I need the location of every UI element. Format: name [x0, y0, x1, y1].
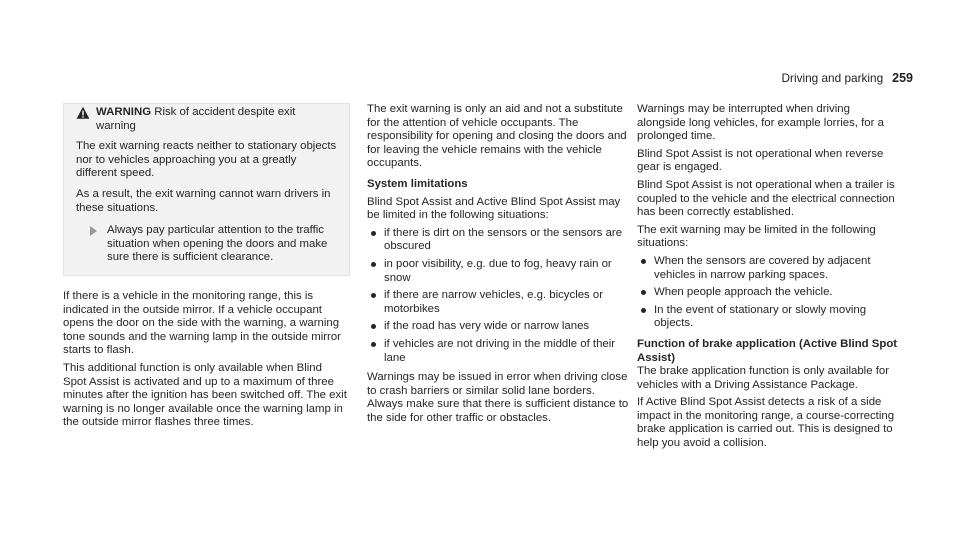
- column-right: [637, 103, 899, 451]
- warning-body-2: As a result, the exit warning cannot warn drivers in these situations.: [76, 187, 331, 214]
- column-left: [63, 103, 348, 430]
- bullet-icon: [371, 262, 376, 267]
- warning-triangle-icon: [76, 106, 90, 120]
- bullet-icon: [371, 324, 376, 329]
- paragraph: Blind Spot Assist is not operational when a trailer is coupled to the vehicle and the electrical connection has been correctly established.: [637, 178, 895, 219]
- running-header: [782, 72, 914, 86]
- list-item: When people approach the vehicle.: [637, 286, 899, 300]
- list-item: in poor visibility, e.g. due to fog, heavy rain or snow: [367, 258, 629, 285]
- paragraph: If there is a vehicle in the monitoring range, this is indicated in the outside mirror. If a vehicle occupant opens the door on the side with the warning, a warning tone sounds and the warning lamp in the outside mirror starts to flash.: [63, 289, 341, 357]
- warning-box: [63, 103, 350, 276]
- warning-title: Risk of accident despite exit warning: [96, 106, 296, 132]
- paragraph: The exit warning is only an aid and not a substitute for the attention of vehicle occupants. The responsibility for opening and closing the doors and for leaving the vehicle remains with the vehicle occupants.: [367, 103, 627, 170]
- list-item: In the event of stationary or slowly moving objects.: [637, 304, 899, 331]
- list-item: if there are narrow vehicles, e.g. bicycles or motorbikes: [367, 289, 629, 316]
- paragraph: This additional function is only available when Blind Spot Assist is activated and up to a maximum of three minutes after the ignition has been switched off. The exit warning is no longer available once the warning lamp in the outside mirror flashes three times.: [63, 361, 347, 429]
- section-heading: System limitations: [367, 177, 468, 190]
- bullet-icon: [641, 259, 646, 264]
- bullet-icon: [641, 308, 646, 313]
- bullet-icon: [371, 342, 376, 347]
- list-item: if vehicles are not driving in the middle of their lane: [367, 338, 629, 365]
- bullet-icon: [371, 231, 376, 236]
- warning-heading: [76, 106, 337, 133]
- warning-note: [76, 224, 337, 265]
- paragraph: The exit warning may be limited in the following situations:: [637, 223, 876, 250]
- page-number: 259: [892, 71, 913, 85]
- bullet-icon: [641, 290, 646, 295]
- warning-label: WARNING: [96, 106, 152, 118]
- bullet-list: [367, 227, 629, 365]
- paragraph: If Active Blind Spot Assist detects a risk of a side impact in the monitoring range, a course-correcting brake application is carried out. This is designed to help you avoid a collision.: [637, 396, 895, 450]
- bullet-icon: [371, 293, 376, 298]
- section-heading: Function of brake application (Active Blind Spot Assist): [637, 337, 898, 364]
- list-item: When the sensors are covered by adjacent vehicles in narrow parking spaces.: [637, 255, 899, 282]
- paragraph: Blind Spot Assist is not operational when reverse gear is engaged.: [637, 147, 884, 174]
- list-item: if there is dirt on the sensors or the sensors are obscured: [367, 227, 629, 254]
- warning-note-text: Always pay particular attention to the traffic situation when opening the doors and make sure there is sufficient clearance.: [107, 224, 328, 264]
- paragraph: Blind Spot Assist and Active Blind Spot Assist may be limited in the following situations:: [367, 195, 621, 222]
- paragraph: The brake application function is only available for vehicles with a Driving Assistance Package.: [637, 365, 890, 391]
- paragraph: Warnings may be issued in error when driving close to crash barriers or similar solid lane borders. Always make sure that there is sufficient distance to the side for other traffic or obstacles.: [367, 371, 629, 424]
- arrow-bullet-icon: [90, 226, 97, 236]
- column-middle: [367, 103, 629, 425]
- bullet-list: [637, 255, 899, 331]
- warning-body-1: The exit warning reacts neither to stationary objects nor to vehicles approaching you at a greatly different speed.: [76, 140, 337, 180]
- header-section-title: Driving and parking: [781, 71, 884, 85]
- paragraph: Warnings may be interrupted when driving alongside long vehicles, for example lorries, for a prolonged time.: [637, 103, 884, 143]
- list-item: if the road has very wide or narrow lanes: [367, 320, 629, 334]
